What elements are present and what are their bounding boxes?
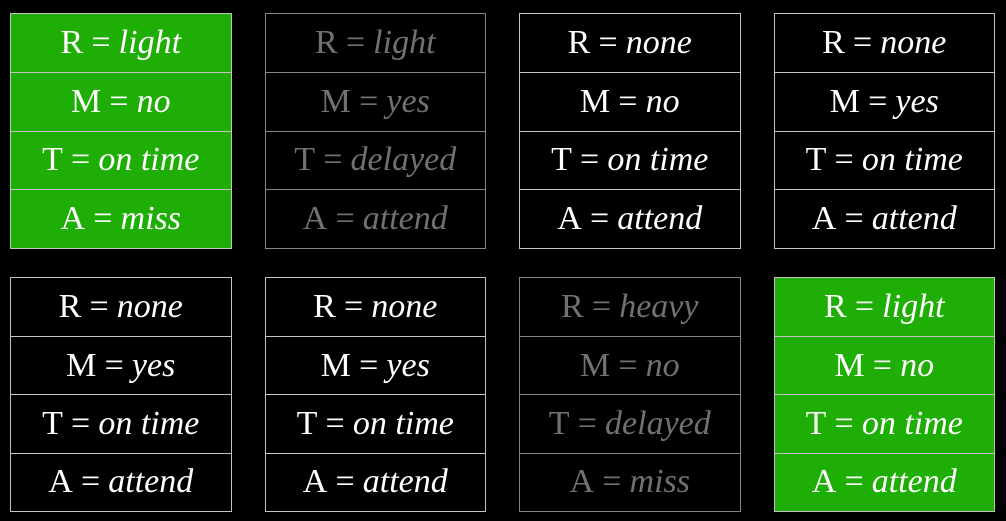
equals-sign: =: [618, 346, 638, 384]
variable-name: T: [551, 141, 572, 179]
equals-sign: =: [589, 199, 610, 237]
equals-sign: =: [80, 463, 101, 501]
variable-value: on time: [98, 404, 200, 442]
variable-value: no: [136, 83, 171, 121]
assignment-row: [266, 72, 486, 130]
assignment-row: [775, 278, 995, 336]
variable-value: attend: [362, 463, 448, 501]
variable-value: light: [373, 24, 436, 62]
assignment-row: [11, 336, 231, 394]
variable-name: R: [561, 287, 584, 325]
equals-sign: =: [872, 346, 892, 384]
variable-value: yes: [131, 346, 176, 384]
assignment-row: [266, 336, 486, 394]
variable-name: M: [320, 83, 351, 121]
equals-sign: =: [359, 346, 379, 384]
assignment-row: [266, 14, 486, 72]
variable-name: M: [579, 83, 611, 121]
equals-sign: =: [598, 24, 618, 62]
sample-card-1: [10, 13, 232, 249]
variable-value: heavy: [619, 287, 699, 325]
variable-value: none: [625, 24, 692, 62]
equals-sign: =: [618, 83, 638, 121]
equals-sign: =: [591, 287, 612, 325]
variable-value: attend: [108, 463, 194, 501]
equals-sign: =: [343, 287, 364, 325]
assignment-row: [775, 131, 995, 189]
assignment-row: [266, 278, 486, 336]
assignment-row: [520, 131, 740, 189]
variable-value: on time: [861, 141, 963, 179]
variable-name: R: [822, 24, 845, 62]
variable-value: on time: [98, 141, 200, 179]
variable-name: M: [320, 346, 351, 384]
variable-value: none: [116, 287, 183, 325]
variable-name: T: [805, 404, 827, 442]
variable-name: M: [834, 346, 865, 384]
variable-name: T: [42, 141, 63, 179]
assignment-row: [775, 14, 995, 72]
equals-sign: =: [359, 83, 379, 121]
sample-card-8: [774, 277, 996, 513]
assignment-row: [775, 72, 995, 130]
equals-sign: =: [577, 404, 597, 442]
equals-sign: =: [335, 463, 355, 501]
equals-sign: =: [71, 141, 91, 179]
variable-name: R: [58, 287, 82, 325]
variable-value: delayed: [350, 141, 457, 179]
sample-card-7: [519, 277, 741, 513]
variable-value: attend: [871, 463, 957, 501]
variable-value: no: [900, 346, 935, 384]
sample-card-6: [265, 277, 487, 513]
assignment-row: [266, 189, 486, 247]
assignment-row: [775, 394, 995, 452]
variable-value: attend: [617, 199, 703, 237]
equals-sign: =: [868, 83, 888, 121]
assignment-row: [520, 278, 740, 336]
variable-value: on time: [607, 141, 709, 179]
variable-value: none: [880, 24, 947, 62]
variable-name: A: [811, 463, 837, 501]
assignment-row: [11, 131, 231, 189]
equals-sign: =: [91, 24, 111, 62]
assignment-row: [520, 72, 740, 130]
equals-sign: =: [71, 404, 91, 442]
equals-sign: =: [335, 199, 355, 237]
equals-sign: =: [323, 141, 343, 179]
assignment-row: [520, 394, 740, 452]
sample-card-4: [774, 13, 996, 249]
variable-value: none: [371, 287, 438, 325]
variable-name: A: [811, 199, 837, 237]
equals-sign: =: [89, 287, 109, 325]
variable-value: yes: [386, 346, 430, 384]
variable-name: A: [48, 463, 73, 501]
variable-name: R: [314, 24, 338, 62]
variable-name: M: [66, 346, 97, 384]
assignment-row: [775, 453, 995, 511]
equals-sign: =: [852, 24, 873, 62]
equals-sign: =: [854, 287, 875, 325]
assignment-row: [11, 278, 231, 336]
assignment-row: [775, 336, 995, 394]
assignment-row: [520, 189, 740, 247]
equals-sign: =: [93, 199, 113, 237]
variable-name: R: [313, 287, 336, 325]
variable-name: A: [302, 463, 328, 501]
variable-name: R: [823, 287, 847, 325]
assignment-row: [266, 453, 486, 511]
assignment-row: [775, 189, 995, 247]
sample-card-2: [265, 13, 487, 249]
variable-name: M: [829, 83, 860, 121]
assignment-row: [11, 394, 231, 452]
assignment-row: [266, 394, 486, 452]
variable-name: M: [579, 346, 611, 384]
equals-sign: =: [104, 346, 124, 384]
assignment-row: [11, 72, 231, 130]
assignment-row: [11, 453, 231, 511]
variable-name: A: [557, 199, 582, 237]
variable-value: light: [882, 287, 945, 325]
variable-name: T: [42, 404, 63, 442]
variable-name: A: [60, 199, 86, 237]
variable-value: attend: [871, 199, 957, 237]
variable-value: miss: [120, 199, 182, 237]
variable-value: no: [645, 83, 680, 121]
assignment-row: [11, 14, 231, 72]
equals-sign: =: [580, 141, 600, 179]
assignment-row: [520, 453, 740, 511]
variable-value: light: [118, 24, 182, 62]
equals-sign: =: [844, 199, 864, 237]
variable-name: A: [302, 199, 328, 237]
variable-name: T: [296, 404, 318, 442]
variable-name: T: [548, 404, 570, 442]
assignment-row: [266, 131, 486, 189]
equals-sign: =: [844, 463, 864, 501]
variable-value: yes: [895, 83, 939, 121]
assignment-row: [520, 14, 740, 72]
equals-sign: =: [602, 463, 622, 501]
equals-sign: =: [325, 404, 345, 442]
sample-card-5: [10, 277, 232, 513]
equals-sign: =: [109, 83, 129, 121]
variable-name: A: [569, 463, 595, 501]
equals-sign: =: [834, 141, 854, 179]
variable-value: miss: [629, 463, 691, 501]
variable-value: on time: [861, 404, 963, 442]
variable-value: delayed: [605, 404, 711, 442]
variable-value: no: [645, 346, 680, 384]
sample-card-3: [519, 13, 741, 249]
assignment-row: [11, 189, 231, 247]
variable-name: R: [567, 24, 591, 62]
variable-name: M: [70, 83, 102, 121]
variable-value: yes: [386, 83, 430, 121]
variable-name: R: [60, 24, 84, 62]
variable-value: on time: [352, 404, 454, 442]
equals-sign: =: [834, 404, 854, 442]
assignment-row: [520, 336, 740, 394]
variable-value: attend: [362, 199, 448, 237]
variable-name: T: [805, 141, 827, 179]
equals-sign: =: [345, 24, 366, 62]
variable-name: T: [294, 141, 316, 179]
